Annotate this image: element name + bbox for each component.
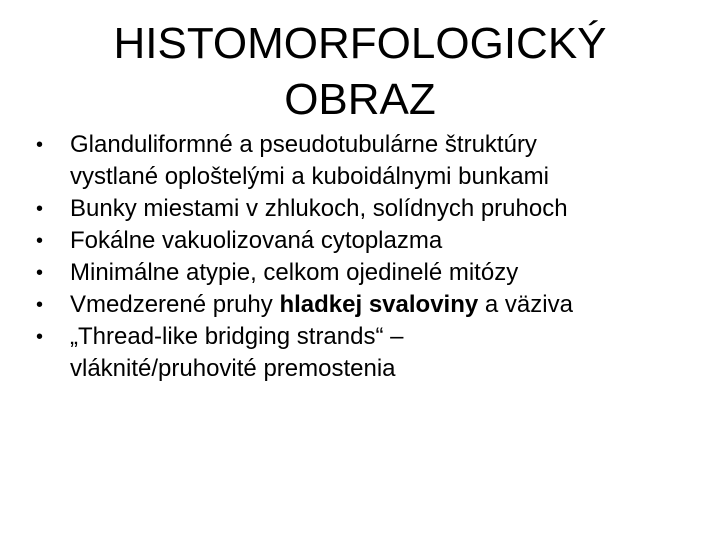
bullet-item-3 [36, 225, 686, 257]
bullet-item-2 [36, 193, 686, 225]
bullet-item-4 [36, 257, 686, 289]
bullet-icon: • [36, 134, 44, 156]
bullet-item-6 [36, 321, 686, 385]
bullet-text: Bunky miestami v zhlukoch, solídnych pruhoch [70, 195, 568, 222]
slide-title-line-1: HISTOMORFOLOGICKÝ [113, 19, 607, 68]
bullet-text-bold: hladkej svaloviny [279, 291, 479, 318]
slide-title-line-2: OBRAZ [284, 75, 436, 124]
bullet-text-line: vystlané oploštelými a kuboidálnymi bunkami [70, 163, 549, 190]
bullet-icon: • [36, 294, 44, 316]
bullet-text-line: „Thread-like bridging strands“ – [70, 323, 404, 350]
bullet-item-5 [36, 289, 686, 321]
bullet-icon: • [36, 326, 44, 348]
bullet-text-line: Glanduliformné a pseudotubulárne štruktúry [70, 131, 537, 158]
bullet-text: Fokálne vakuolizovaná cytoplazma [70, 227, 443, 254]
bullet-item-1 [36, 129, 686, 193]
bullet-text-post: a väziva [478, 291, 573, 318]
bullet-text-line: vláknité/pruhovité premostenia [70, 355, 396, 382]
slide-title [60, 16, 660, 128]
bullet-text-pre: Vmedzerené pruhy [70, 291, 280, 318]
bullet-icon: • [36, 230, 44, 252]
bullet-icon: • [36, 262, 44, 284]
bullet-list [36, 129, 686, 385]
bullet-icon: • [36, 198, 44, 220]
bullet-text: Minimálne atypie, celkom ojedinelé mitózy [70, 259, 519, 286]
